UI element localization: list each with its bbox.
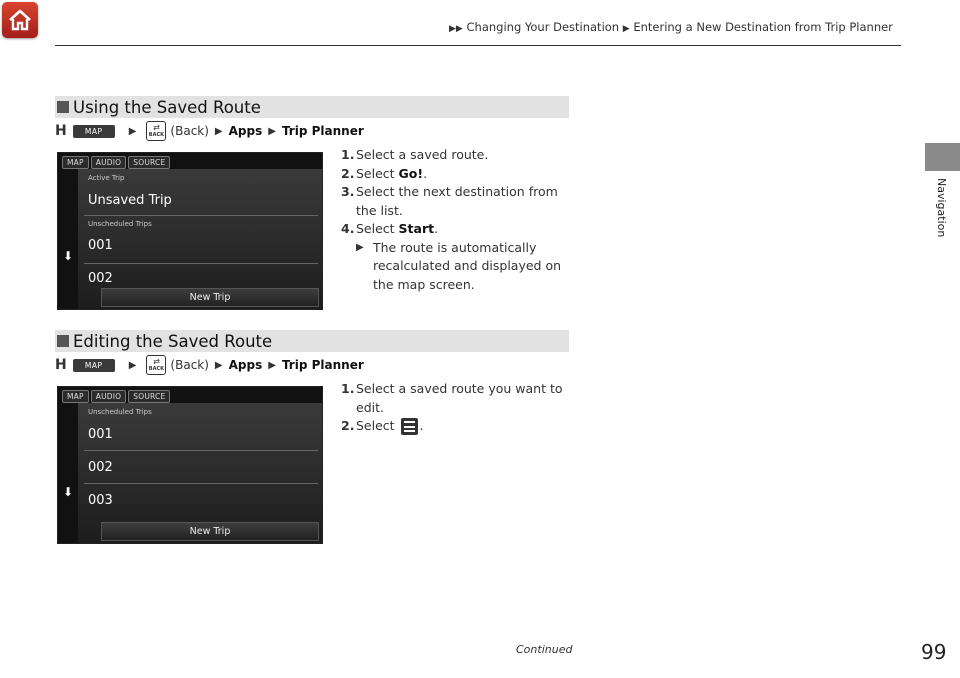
breadcrumb-link-2[interactable]: Entering a New Destination from Trip Planner xyxy=(633,20,893,34)
step-item: 2. Select . xyxy=(341,418,424,433)
scroll-down-icon[interactable]: ⬇ xyxy=(63,249,74,263)
header-divider xyxy=(55,45,901,46)
tab-audio[interactable]: AUDIO xyxy=(91,156,127,169)
path-arrow-icon: ▶ xyxy=(268,359,276,371)
menu-path xyxy=(55,121,364,141)
path-arrow-icon: ▶ xyxy=(128,125,137,137)
breadcrumb-arrow-icon: ▶ xyxy=(622,24,630,34)
steps-list xyxy=(341,380,566,436)
breadcrumb-arrow-icon: ▶▶ xyxy=(449,24,463,34)
breadcrumb xyxy=(449,20,893,34)
square-bullet-icon xyxy=(57,101,69,113)
scroll-down-icon[interactable]: ⬇ xyxy=(63,485,74,499)
breadcrumb-link-1[interactable]: Changing Your Destination xyxy=(466,20,620,34)
unscheduled-caption: Unscheduled Trips xyxy=(88,220,152,228)
step-item: 4. Select Start. xyxy=(341,221,439,236)
section-heading-editing-saved-route xyxy=(55,330,569,352)
home-button[interactable] xyxy=(2,2,38,38)
step-item: 2. Select Go!. xyxy=(341,165,428,181)
step-item: 1. Select a saved route you want to edit. xyxy=(341,381,563,415)
trip-planner-label: Trip Planner xyxy=(281,124,364,138)
section-heading-using-saved-route xyxy=(55,96,569,118)
list-item[interactable]: 001 xyxy=(88,427,113,442)
page-number: 99 xyxy=(921,640,947,664)
tab-source[interactable]: SOURCE xyxy=(128,390,170,403)
list-item[interactable]: 001 xyxy=(88,238,113,253)
screen-tabs xyxy=(62,390,170,403)
continued-label: Continued xyxy=(516,643,573,656)
section-title: Using the Saved Route xyxy=(73,97,261,117)
apps-label: Apps xyxy=(228,358,263,372)
tab-map[interactable]: MAP xyxy=(62,156,89,169)
tab-source[interactable]: SOURCE xyxy=(128,156,170,169)
home-icon xyxy=(7,8,33,32)
back-key-icon: ⇄ BACK xyxy=(146,355,166,375)
list-item[interactable]: 002 xyxy=(88,460,113,475)
trip-planner-label: Trip Planner xyxy=(281,358,364,372)
square-bullet-icon xyxy=(57,335,69,347)
trip-planner-screenshot xyxy=(57,152,323,310)
map-key-icon: MAP xyxy=(73,359,115,372)
tab-map[interactable]: MAP xyxy=(62,390,89,403)
step-item: 1. Select a saved route. xyxy=(341,147,489,162)
home-key-icon: H xyxy=(55,123,67,139)
apps-label: Apps xyxy=(228,124,263,138)
new-trip-button[interactable]: New Trip xyxy=(101,288,319,307)
trip-planner-screenshot xyxy=(57,386,323,544)
path-arrow-icon: ▶ xyxy=(214,125,223,137)
menu-path xyxy=(55,355,364,375)
new-trip-button[interactable]: New Trip xyxy=(101,522,319,541)
divider xyxy=(84,483,318,484)
step-item: 3. Select the next destination from the list. xyxy=(341,184,558,218)
screen-tabs xyxy=(62,156,170,169)
divider xyxy=(84,215,318,216)
section-title: Editing the Saved Route xyxy=(73,331,273,351)
back-label: (Back) xyxy=(170,358,209,372)
list-item[interactable]: 003 xyxy=(88,493,113,508)
divider xyxy=(84,263,318,264)
back-key-icon: ⇄ BACK xyxy=(146,121,166,141)
side-section-label: Navigation xyxy=(935,178,948,238)
path-arrow-icon: ▶ xyxy=(214,359,223,371)
map-key-icon: MAP xyxy=(73,125,115,138)
steps-list xyxy=(341,146,566,294)
list-item[interactable]: 002 xyxy=(88,271,113,286)
path-arrow-icon: ▶ xyxy=(268,125,276,137)
home-key-icon: H xyxy=(55,357,67,373)
back-label: (Back) xyxy=(170,124,209,138)
note-arrow-icon: ▶ xyxy=(356,241,364,253)
unscheduled-caption: Unscheduled Trips xyxy=(88,408,152,416)
list-item-unsaved-trip[interactable]: Unsaved Trip xyxy=(88,193,172,208)
section-tab[interactable] xyxy=(925,143,960,171)
path-arrow-icon: ▶ xyxy=(128,359,137,371)
tab-audio[interactable]: AUDIO xyxy=(91,390,127,403)
divider xyxy=(84,450,318,451)
menu-icon xyxy=(401,418,418,435)
step-note: ▶ The route is automatically recalculated and displayed on the map screen. xyxy=(341,239,566,295)
active-trip-caption: Active Trip xyxy=(88,174,125,182)
